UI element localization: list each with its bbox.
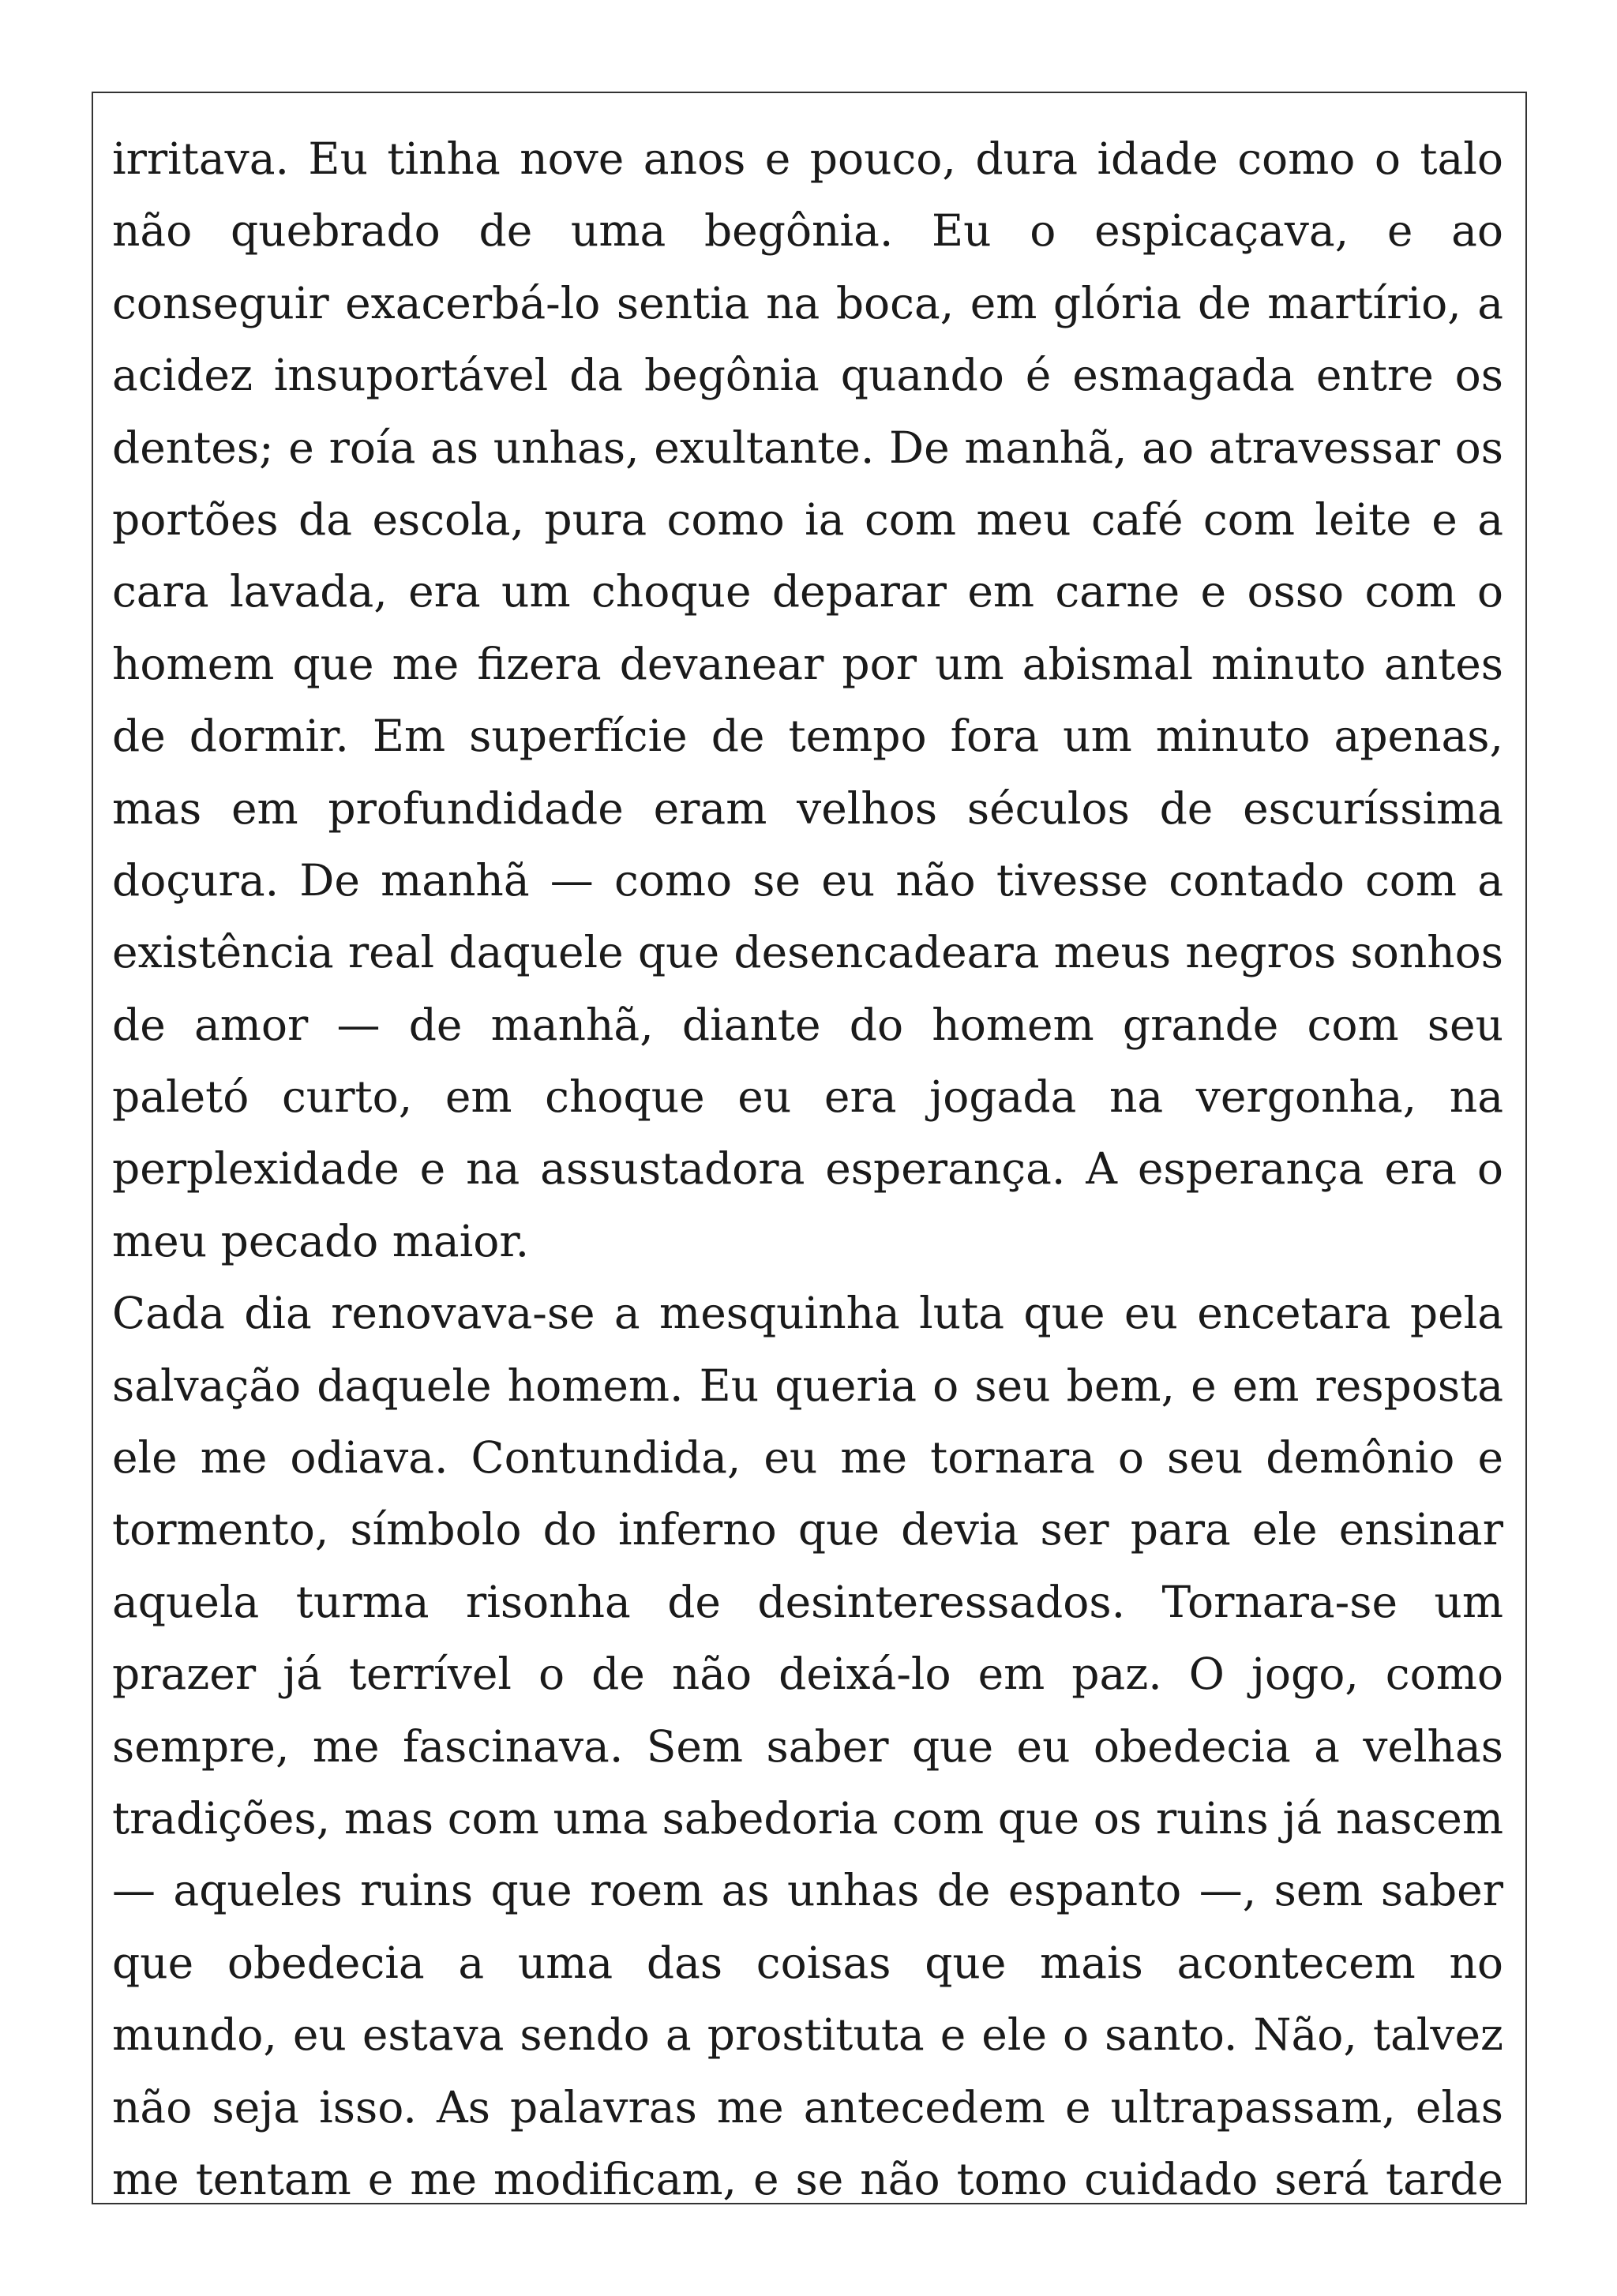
text-line: aquela turma risonha de desinteressados. Tornara-se um (112, 1576, 1503, 1627)
text-line: me tentam e me modificam, e se não tomo cuidado será tarde (112, 2153, 1503, 2204)
text-line: salvação daquele homem. Eu queria o seu bem, e em resposta (112, 1360, 1503, 1411)
text-line: irritava. Eu tinha nove anos e pouco, dura idade como o talo (112, 133, 1503, 184)
text-line: portões da escola, pura como ia com meu café com leite e a (112, 493, 1503, 545)
text-line: doçura. De manhã — como se eu não tivesse contado com a (112, 854, 1503, 906)
text-line: sempre, me fascinava. Sem saber que eu obedecia a velhas (112, 1720, 1503, 1772)
text-line: tormento, símbolo do inferno que devia ser para ele ensinar (112, 1504, 1503, 1555)
text-line: perplexidade e na assustadora esperança. A esperança era o (112, 1143, 1503, 1195)
text-line: mundo, eu estava sendo a prostituta e ele o santo. Não, talvez (112, 2009, 1503, 2061)
text-line: que obedecia a uma das coisas que mais acontecem no (112, 1937, 1503, 1988)
text-line: acidez insuportável da begônia quando é esmagada entre os (112, 350, 1503, 401)
text-line: de amor — de manhã, diante do homem grande com seu (112, 999, 1503, 1050)
text-line: paletó curto, em choque eu era jogada na vergonha, na (112, 1071, 1503, 1123)
body-text (112, 123, 1503, 2204)
text-line: de dormir. Em superfície de tempo fora um minuto apenas, (112, 711, 1503, 762)
text-line: prazer já terrível o de não deixá-lo em paz. O jogo, como (112, 1649, 1503, 1700)
text-line: meu pecado maior. (112, 1215, 530, 1266)
text-line: — aqueles ruins que roem as unhas de espanto —, sem saber (112, 1865, 1503, 1916)
text-line: ele me odiava. Contundida, eu me tornara o seu demônio e (112, 1432, 1503, 1484)
text-line: não seja isso. As palavras me antecedem e ultrapassam, elas (112, 2081, 1503, 2133)
text-line: dentes; e roía as unhas, exultante. De manhã, ao atravessar os (112, 422, 1503, 473)
text-line: tradições, mas com uma sabedoria com que os ruins já nascem (112, 1792, 1503, 1844)
page-frame (92, 92, 1527, 2204)
text-line: cara lavada, era um choque deparar em carne e osso com o (112, 566, 1503, 617)
text-line: não quebrado de uma begônia. Eu o espicaçava, e ao (112, 205, 1503, 257)
text-line: existência real daquele que desencadeara meus negros sonhos (112, 927, 1503, 978)
text-line: conseguir exacerbá-lo sentia na boca, em glória de martírio, a (112, 277, 1503, 328)
text-line: Cada dia renovava-se a mesquinha luta que eu encetara pela (112, 1288, 1503, 1339)
text-line: mas em profundidade eram velhos séculos de escuríssima (112, 782, 1503, 834)
text-line: homem que me fizera devanear por um abismal minuto antes (112, 638, 1503, 689)
